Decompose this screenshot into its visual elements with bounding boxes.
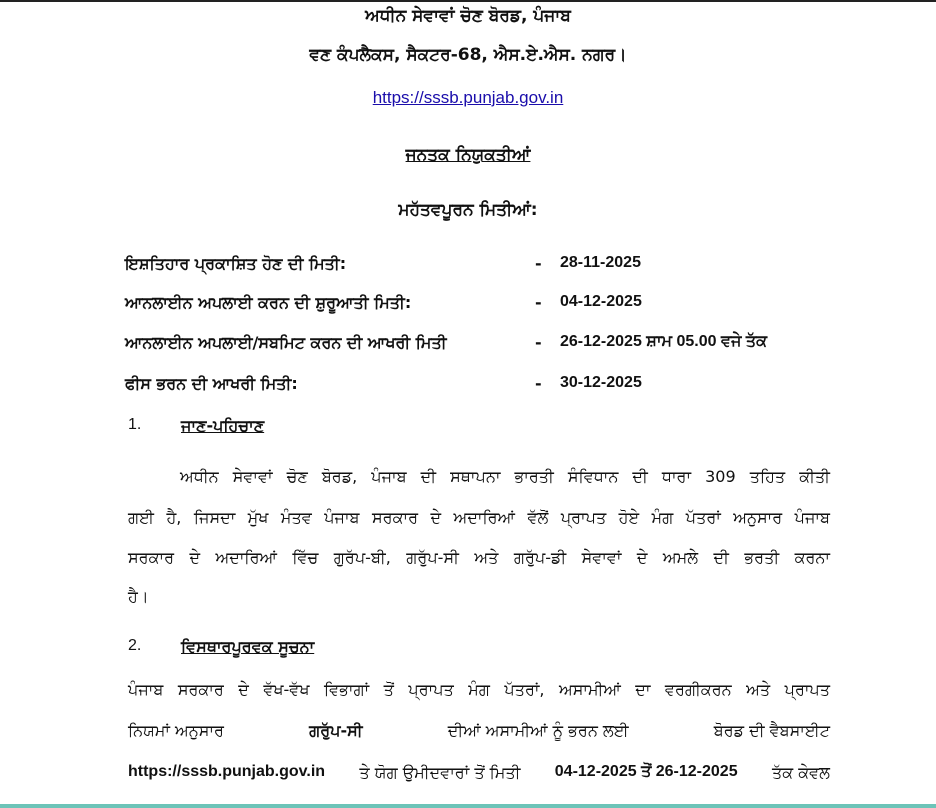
paragraph-line: ਹੈ। <box>128 587 149 606</box>
page-title: ਜਨਤਕ ਨਿਯੁਕਤੀਆਂ <box>405 145 531 165</box>
text: ਬੋਰਡ ਦੀ ਵੈਬਸਾਈਟ <box>713 721 830 740</box>
section-title: ਜਾਣ-ਪਹਿਚਾਣ <box>181 416 265 435</box>
date-row <box>125 374 845 398</box>
paragraph-line: ਅਧੀਨ ਸੇਵਾਵਾਂ ਚੋਣ ਬੋਰਡ, ਪੰਜਾਬ ਦੀ ਸਥਾਪਨਾ ਭਾਰਤੀ ਸੰਵਿਧਾਨ ਦੀ ਧਾਰਾ 309 ਤਹਿਤ ਕੀਤੀ <box>180 467 830 486</box>
paragraph-line: ਗਈ ਹੈ, ਜਿਸਦਾ ਮੁੱਖ ਮੰਤਵ ਪੰਜਾਬ ਸਰਕਾਰ ਦੇ ਅਦਾਰਿਆਂ ਵੱਲੋਂ ਪ੍ਰਾਪਤ ਹੋਏ ਮੰਗ ਪੱਤਰਾਂ ਅਨੁਸਾਰ ਪੰਜਾਬ <box>128 508 830 527</box>
date-separator: - <box>535 293 542 312</box>
paragraph-line <box>128 721 830 741</box>
date-range: 04-12-2025 ਤੋਂ 26-12-2025 <box>554 763 738 780</box>
date-value: 04-12-2025 <box>560 293 642 310</box>
section-number: 2. <box>128 637 142 654</box>
bold-text: ਗਰੁੱਪ-ਸੀ <box>309 721 363 740</box>
date-value: 30-12-2025 <box>560 374 642 391</box>
date-separator: - <box>535 333 542 352</box>
top-border <box>0 0 936 2</box>
date-row <box>125 293 845 317</box>
date-label: ਫੀਸ ਭਰਨ ਦੀ ਆਖਰੀ ਮਿਤੀ: <box>125 374 298 393</box>
section-title: ਵਿਸਥਾਰਪੂਰਵਕ ਸੂਚਨਾ <box>181 637 315 656</box>
website-text: https://sssb.punjab.gov.in <box>128 763 326 780</box>
website-link[interactable]: https://sssb.punjab.gov.in <box>372 88 564 107</box>
date-separator: - <box>535 374 542 393</box>
text: ਨਿਯਮਾਂ ਅਨੁਸਾਰ <box>128 721 224 740</box>
date-separator: - <box>535 254 542 273</box>
date-label: ਆਨਲਾਈਨ ਅਪਲਾਈ ਕਰਨ ਦੀ ਸ਼ੁਰੂਆਤੀ ਮਿਤੀ: <box>125 293 412 312</box>
date-value: 28-11-2025 <box>560 254 641 271</box>
date-row <box>125 333 845 357</box>
website-link-wrap <box>0 88 936 108</box>
text: ਤੱਕ ਕੇਵਲ <box>771 763 830 782</box>
date-row <box>125 254 845 278</box>
org-name: ਅਧੀਨ ਸੇਵਾਵਾਂ ਚੋਣ ਬੋਰਡ, ਪੰਜਾਬ <box>365 6 571 26</box>
page-subtitle: ਮਹੱਤਵਪੂਰਨ ਮਿਤੀਆਂ: <box>398 200 538 220</box>
text: ਦੀਆਂ ਅਸਾਮੀਆਂ ਨੂੰ ਭਰਨ ਲਈ <box>447 721 629 740</box>
paragraph-line <box>128 763 830 783</box>
date-label: ਇਸ਼ਤਿਹਾਰ ਪ੍ਰਕਾਸ਼ਿਤ ਹੋਣ ਦੀ ਮਿਤੀ: <box>125 254 347 273</box>
section-number: 1. <box>128 416 142 433</box>
paragraph-line: ਪੰਜਾਬ ਸਰਕਾਰ ਦੇ ਵੱਖ-ਵੱਖ ਵਿਭਾਗਾਂ ਤੋਂ ਪ੍ਰਾਪਤ ਮੰਗ ਪੱਤਰਾਂ, ਅਸਾਮੀਆਂ ਦਾ ਵਰਗੀਕਰਨ ਅਤੇ ਪ੍ਰਾਪਤ <box>128 680 830 699</box>
paragraph-line: ਸਰਕਾਰ ਦੇ ਅਦਾਰਿਆਂ ਵਿੱਚ ਗੁਰੱਪ-ਬੀ, ਗਰੁੱਪ-ਸੀ ਅਤੇ ਗਰੁੱਪ-ਡੀ ਸੇਵਾਵਾਂ ਦੇ ਅਮਲੇ ਦੀ ਭਰਤੀ ਕਰਨਾ <box>128 548 830 567</box>
text: ਤੇ ਯੋਗ ਉਮੀਦਵਾਰਾਂ ਤੋਂ ਮਿਤੀ <box>359 763 521 782</box>
date-value: 26-12-2025 ਸ਼ਾਮ 05.00 ਵਜੇ ਤੱਕ <box>560 333 768 350</box>
date-label: ਆਨਲਾਈਨ ਅਪਲਾਈ/ਸਬਮਿਟ ਕਰਨ ਦੀ ਆਖਰੀ ਮਿਤੀ <box>125 333 447 352</box>
org-address: ਵਣ ਕੰਪਲੈਕਸ, ਸੈਕਟਰ-68, ਐਸ.ਏ.ਐਸ. ਨਗਰ। <box>309 45 627 65</box>
bottom-border <box>0 804 936 808</box>
